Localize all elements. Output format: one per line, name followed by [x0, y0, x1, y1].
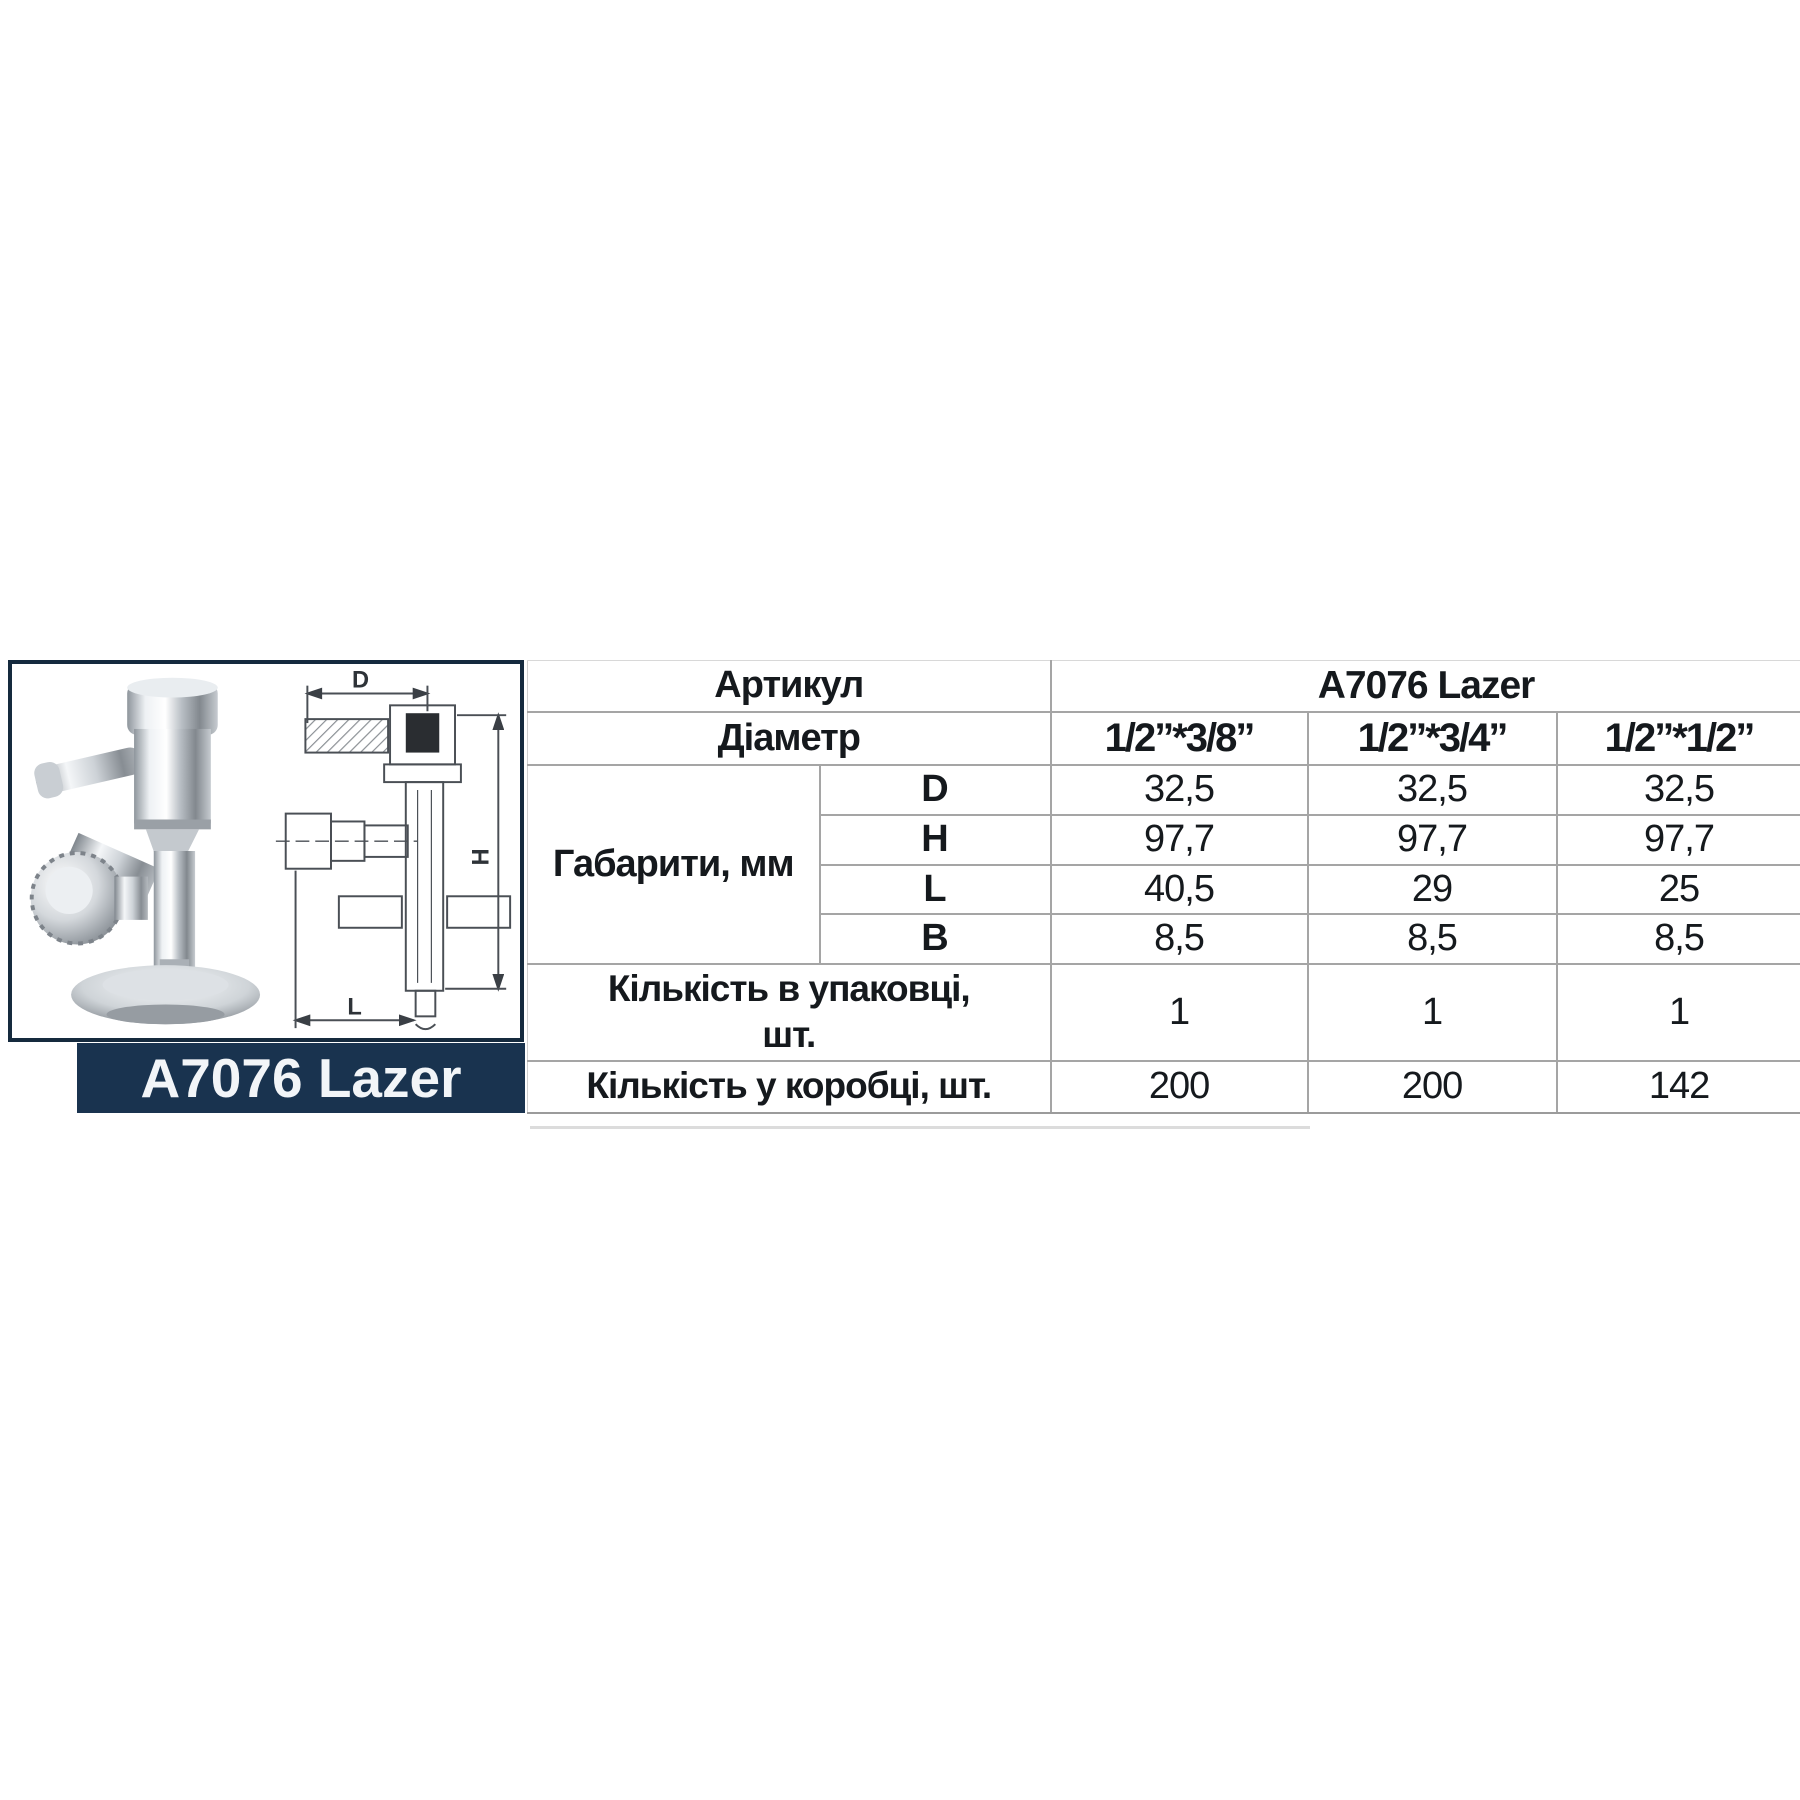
- article-value: A7076 Lazer: [1051, 661, 1800, 712]
- row-article: [528, 661, 1800, 712]
- box-qty-value: 142: [1557, 1061, 1800, 1113]
- param-letter: H: [820, 815, 1051, 865]
- dim-value: 8,5: [1051, 914, 1308, 964]
- dim-value: 97,7: [1051, 815, 1308, 865]
- diameter-value: 1/2”*1/2”: [1557, 712, 1800, 765]
- dim-label-h: H: [468, 848, 495, 866]
- param-letter: B: [820, 914, 1051, 964]
- chrome-valve-photo: [12, 664, 266, 1038]
- product-image-panel: [8, 660, 524, 1042]
- article-label: Артикул: [528, 661, 1051, 712]
- diameter-value: 1/2”*3/4”: [1308, 712, 1557, 765]
- dimensions-label: Габарити, мм: [528, 765, 820, 964]
- model-banner: [77, 1043, 525, 1113]
- pack-qty-value: 1: [1557, 964, 1800, 1061]
- dim-value: 97,7: [1557, 815, 1800, 865]
- box-qty-value: 200: [1308, 1061, 1557, 1113]
- dim-value: 97,7: [1308, 815, 1557, 865]
- box-qty-value: 200: [1051, 1061, 1308, 1113]
- box-qty-label: Кількість у коробці, шт.: [528, 1061, 1051, 1113]
- table-shadow-line: [530, 1126, 1310, 1129]
- dim-value: 29: [1308, 865, 1557, 914]
- diameter-label: Діаметр: [528, 712, 1051, 765]
- dim-value: 40,5: [1051, 865, 1308, 914]
- dim-value: 32,5: [1051, 765, 1308, 815]
- dim-value: 32,5: [1557, 765, 1800, 815]
- row-box-qty: [528, 1061, 1800, 1113]
- pack-qty-label: Кількість в упаковці, шт.: [528, 964, 1051, 1061]
- diameter-value: 1/2”*3/8”: [1051, 712, 1308, 765]
- row-pack-qty: [528, 964, 1800, 1061]
- dimension-drawing: [266, 664, 520, 1038]
- row-diameter: [528, 712, 1800, 765]
- pack-qty-value: 1: [1308, 964, 1557, 1061]
- dim-label-l: L: [347, 994, 362, 1021]
- param-letter: L: [820, 865, 1051, 914]
- dim-value: 25: [1557, 865, 1800, 914]
- dim-value: 8,5: [1308, 914, 1557, 964]
- dim-value: 32,5: [1308, 765, 1557, 815]
- row-dim-d: [528, 765, 1800, 815]
- product-photo: [12, 664, 266, 1038]
- param-letter: D: [820, 765, 1051, 815]
- model-banner-text: A7076 Lazer: [140, 1047, 462, 1109]
- spec-table: [527, 660, 1800, 1114]
- pack-qty-value: 1: [1051, 964, 1308, 1061]
- technical-drawing: [266, 664, 520, 1038]
- dim-label-d: D: [351, 667, 370, 694]
- dim-value: 8,5: [1557, 914, 1800, 964]
